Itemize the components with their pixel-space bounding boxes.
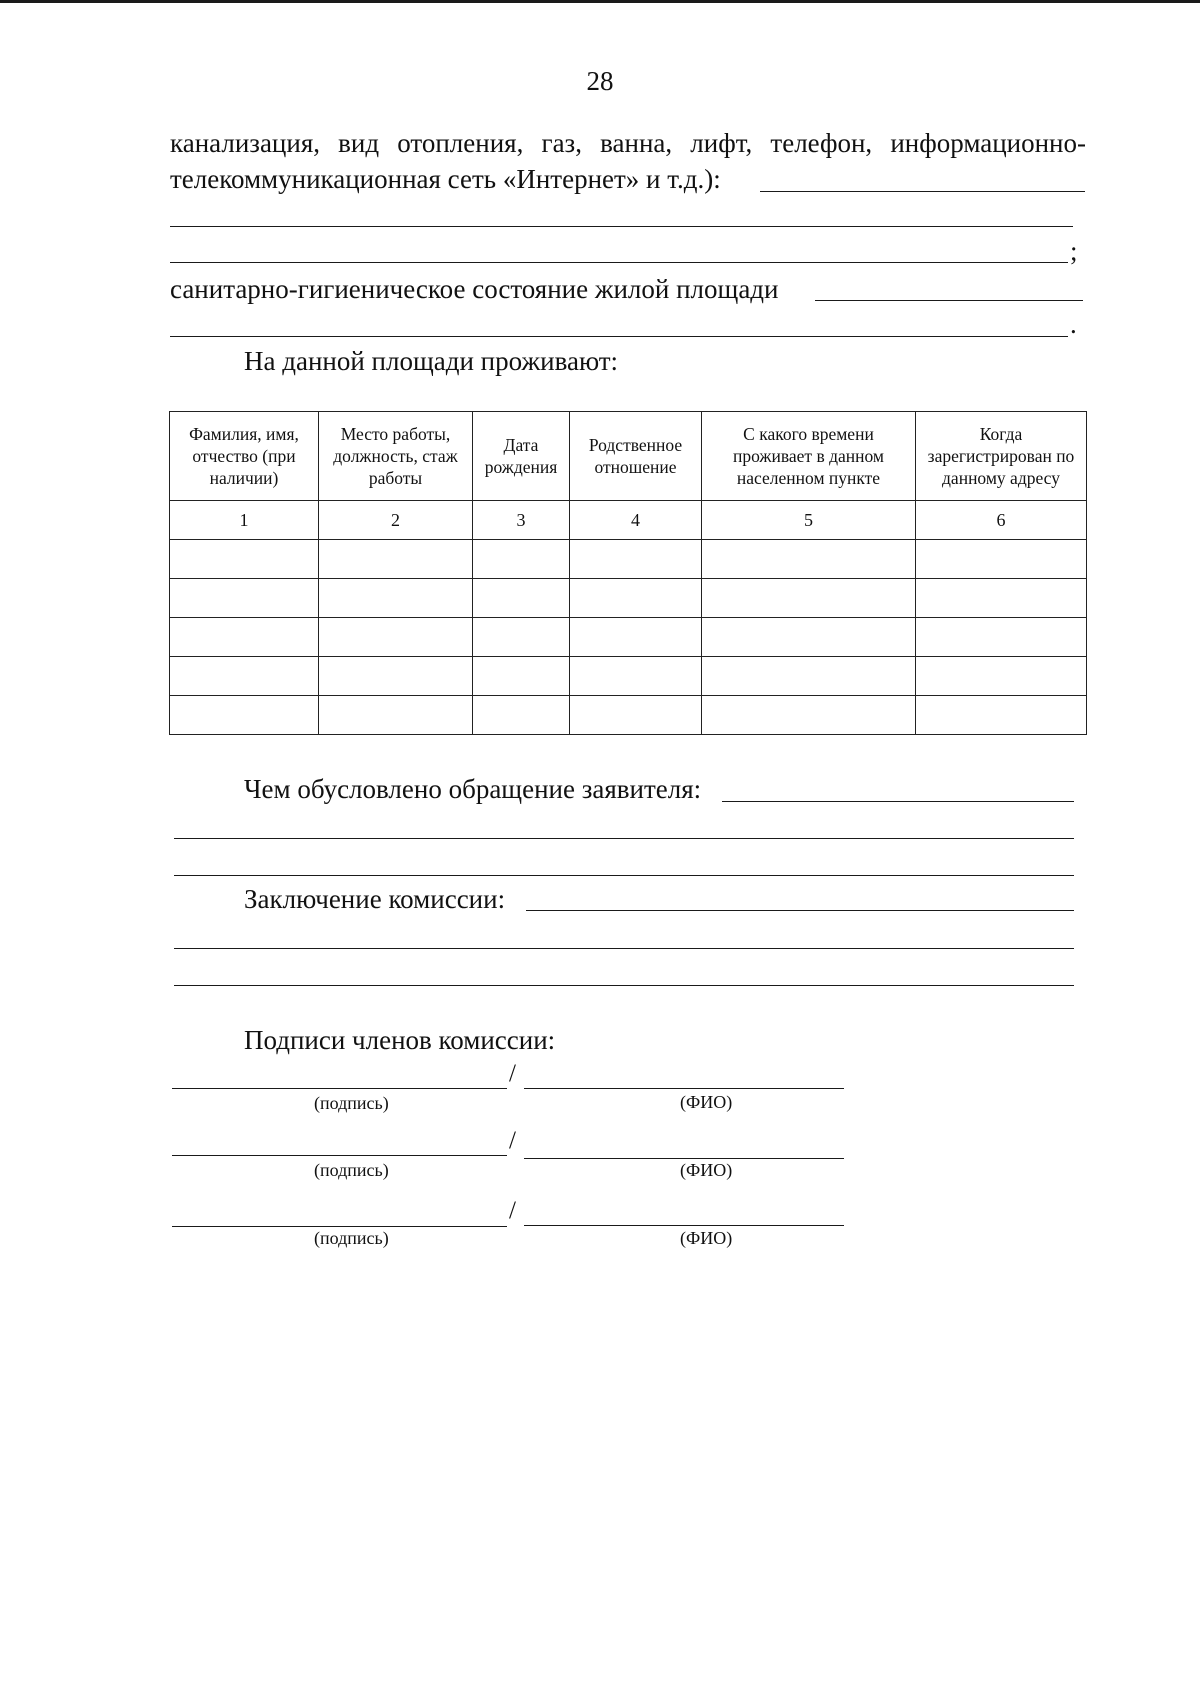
table-cell[interactable]	[570, 618, 702, 657]
table-row	[170, 579, 1087, 618]
table-cell[interactable]	[473, 696, 570, 735]
signature-separator: /	[509, 1197, 516, 1224]
table-cell[interactable]	[170, 696, 319, 735]
table-cell[interactable]	[319, 696, 473, 735]
table-row	[170, 657, 1087, 696]
name-caption: (ФИО)	[680, 1092, 733, 1112]
signature-line[interactable]	[172, 1226, 507, 1227]
column-number: 5	[702, 501, 916, 540]
blank-line[interactable]	[170, 262, 1068, 263]
column-number: 2	[319, 501, 473, 540]
header-cell: С какого времени проживает в данном населенном пункте	[702, 412, 916, 501]
table-cell[interactable]	[570, 540, 702, 579]
signature-row	[172, 1195, 844, 1255]
intro-text-line-1: канализация, вид отопления, газ, ванна, лифт, телефон, информационно-	[170, 128, 1086, 158]
table-cell[interactable]	[916, 696, 1087, 735]
blank-line[interactable]	[174, 948, 1074, 949]
table-cell[interactable]	[319, 540, 473, 579]
table-cell[interactable]	[319, 618, 473, 657]
commission-conclusion-label: Заключение комиссии:	[244, 884, 506, 914]
intro-text-line-2: телекоммуникационная сеть «Интернет» и т.д.):	[170, 164, 721, 194]
table-cell[interactable]	[570, 696, 702, 735]
column-number: 1	[170, 501, 319, 540]
table-cell[interactable]	[916, 540, 1087, 579]
table-cell[interactable]	[916, 657, 1087, 696]
header-cell: Место работы, должность, стаж работы	[319, 412, 473, 501]
page-number: 28	[586, 66, 614, 96]
name-line[interactable]	[524, 1158, 844, 1159]
residents-title: На данной площади проживают:	[244, 346, 619, 376]
sanitary-fill-line[interactable]	[815, 300, 1083, 301]
table-cell[interactable]	[473, 540, 570, 579]
blank-line[interactable]	[170, 336, 1068, 337]
table-cell[interactable]	[916, 618, 1087, 657]
table-cell[interactable]	[319, 657, 473, 696]
signature-caption: (подпись)	[314, 1093, 389, 1113]
name-line[interactable]	[524, 1225, 844, 1226]
signature-caption: (подпись)	[314, 1228, 389, 1248]
table-cell[interactable]	[702, 579, 916, 618]
table-cell[interactable]	[570, 657, 702, 696]
conclusion-fill-line[interactable]	[526, 910, 1074, 911]
column-number: 6	[916, 501, 1087, 540]
blank-line[interactable]	[174, 875, 1074, 876]
table-cell[interactable]	[473, 618, 570, 657]
semicolon-mark: ;	[1070, 236, 1078, 266]
table-header-row	[170, 412, 1087, 501]
table-cell[interactable]	[170, 657, 319, 696]
table-cell[interactable]	[702, 696, 916, 735]
signature-row	[172, 1127, 844, 1187]
table-row	[170, 618, 1087, 657]
period-mark: .	[1070, 309, 1077, 339]
name-line[interactable]	[524, 1088, 844, 1089]
name-caption: (ФИО)	[680, 1160, 733, 1180]
blank-line[interactable]	[170, 226, 1073, 227]
table-cell[interactable]	[170, 579, 319, 618]
signature-line[interactable]	[172, 1088, 507, 1089]
table-cell[interactable]	[916, 579, 1087, 618]
residents-table	[169, 411, 1087, 735]
signature-line[interactable]	[172, 1155, 507, 1156]
page-top-edge	[0, 0, 1200, 3]
header-cell: Родственное отношение	[570, 412, 702, 501]
header-cell: Фамилия, имя, отчество (при наличии)	[170, 412, 319, 501]
signature-separator: /	[509, 1060, 516, 1087]
column-number: 3	[473, 501, 570, 540]
table-cell[interactable]	[170, 540, 319, 579]
table-cell[interactable]	[473, 657, 570, 696]
table-number-row	[170, 501, 1087, 540]
blank-line[interactable]	[174, 838, 1074, 839]
table-row	[170, 696, 1087, 735]
table-cell[interactable]	[319, 579, 473, 618]
table-cell[interactable]	[702, 657, 916, 696]
name-caption: (ФИО)	[680, 1228, 733, 1248]
table-cell[interactable]	[170, 618, 319, 657]
table-cell[interactable]	[702, 540, 916, 579]
column-number: 4	[570, 501, 702, 540]
signature-caption: (подпись)	[314, 1160, 389, 1180]
header-cell: Дата рождения	[473, 412, 570, 501]
intro-fill-line[interactable]	[760, 191, 1085, 192]
table-cell[interactable]	[570, 579, 702, 618]
reason-fill-line[interactable]	[722, 801, 1074, 802]
table-row	[170, 540, 1087, 579]
signature-row	[172, 1060, 844, 1120]
signatures-title: Подписи членов комиссии:	[244, 1025, 556, 1055]
signature-separator: /	[509, 1127, 516, 1154]
blank-line[interactable]	[174, 985, 1074, 986]
sanitary-condition-label: санитарно-гигиеническое состояние жилой площади	[170, 274, 779, 304]
applicant-reason-label: Чем обусловлено обращение заявителя:	[244, 774, 702, 804]
table-cell[interactable]	[473, 579, 570, 618]
header-cell: Когда зарегистрирован по данному адресу	[916, 412, 1087, 501]
table-cell[interactable]	[702, 618, 916, 657]
